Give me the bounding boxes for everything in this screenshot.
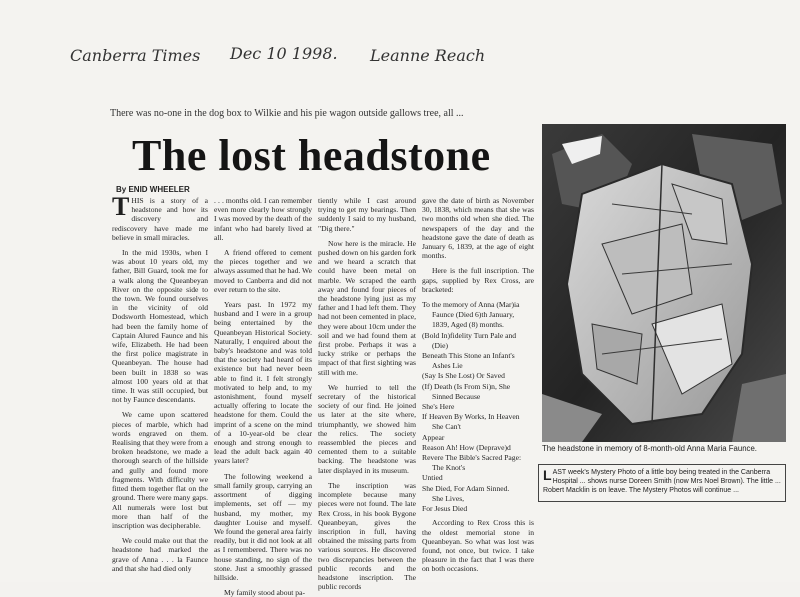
paragraph: We hurried to tell the secretary of the historical society of our find. He joined us later at the site where, triumphantly, we showed him the relics. The society reassembled the pieces and cemented them to a suitable backing. The headstone was later displayed in its museum.	[318, 382, 416, 475]
handwritten-annotation	[70, 44, 710, 74]
inscription-line: Reason Ah! How (Deprave)d	[422, 442, 511, 452]
inscription-line: She Lives,	[432, 493, 465, 503]
article-column-3	[318, 196, 416, 592]
inscription-line: Appear	[422, 432, 445, 442]
paragraph: HIS is a story of a headstone and how its discovery and rediscovery have made me believe in small miracles.	[112, 196, 208, 242]
mystery-photo-note	[538, 464, 786, 502]
inscription-line: If Heaven By Works, In Heaven	[422, 412, 520, 422]
inscription-line: She Died, For Adam Sinned.	[422, 483, 510, 493]
inscription-line: The Knot's	[432, 463, 466, 473]
paragraph: We could make out that the headstone had marked the grave of Anna . . . la Faunce and that she had died only	[112, 536, 208, 573]
inscription-line: 1839, Aged (8) months.	[432, 320, 504, 330]
inscription-line: For Jesus Died	[422, 504, 468, 514]
inscription-line: Sinned Because	[432, 391, 481, 401]
article-column-4	[422, 196, 534, 574]
paragraph: Years past. In 1972 my husband and I were in a group being entertained by the Queanbeyan Historical Society. Naturally, I enquired about the baby's headstone and was told that the society had heard of its existence but had never been able to find it. I felt strongly motivated to help and, to my astonishment, found myself actually offering to locate the headstone for them. Could the imprint of a scene on the mind of a 10-year-old be clear enough and strong enough to lead the adult back again 40 years later?	[214, 300, 312, 466]
paragraph: gave the date of birth as November 30, 1838, which means that she was two months old when she died. The newspapers of the day and the headstone gave the date of death as January 6, 1839, at the age of eight months.	[422, 196, 534, 261]
inscription-line: Beneath This Stone an Infant's	[422, 351, 515, 361]
paragraph: . . . months old. I can remember even more clearly how strongly I was moved by the death of the infant who had barely lived at all.	[214, 196, 312, 242]
inscription-block	[422, 300, 534, 513]
headstone-photo-graphic	[542, 124, 786, 442]
inscription-line: She Can't	[432, 422, 461, 432]
inscription-line: Revere The Bible's Sacred Page:	[422, 453, 522, 463]
article-byline: By ENID WHEELER	[116, 185, 190, 194]
handwritten-paper-name: Canberra Times	[70, 46, 201, 65]
article-column-1	[112, 192, 209, 573]
drop-cap: L	[543, 467, 552, 483]
paragraph: My family stood about pa-	[224, 588, 305, 597]
inscription-line: (If) Death (Is From Si)n, She	[422, 381, 511, 391]
paragraph: The following weekend a small family group, carrying an assortment of digging implements, set off — my husband, my mother, my daughter Louise and myself. We found the general area fairly readily, but it did not look at all as I remembered. There was no house standing, no sign of the stone. Just a smoothly grassed hillside.	[214, 471, 312, 582]
headstone-photo	[542, 124, 786, 442]
paragraph: Now here is the miracle. He pushed down on his garden fork and we heard a scratch that could have been metal on marble. We scraped the earth away and found four pieces of the headstone lying just as my father and I had left them. They had not been cemented in place, they were about 10cm under the soil and we had found them at first probe. Perhaps it was a lucky strike or perhaps the impact of that first sighting was still with me.	[318, 238, 416, 377]
mystery-photo-text: AST week's Mystery Photo of a little boy being treated in the Canberra Hospital ... shows nurse Doreen Smith (now Mrs Noel Brown). The little ... Robert Macklin is on leave. The Mystery Photos will continue ...	[543, 469, 781, 494]
paragraph: A friend offered to cement the pieces together and we always assumed that he had. We moved to Canberra and did not ever return to the site.	[214, 248, 312, 294]
inscription-line: She's Here	[422, 402, 455, 412]
paragraph: We came upon scattered pieces of marble, which had words engraved on them. Realising that they were from a broken headstone, we made a thorough search of the hillside and gully and found more fragments. With difficulty we fitted them together flat on the ground. There were many gaps. All numerals were lost but more than half of the inscription was decipherable.	[112, 410, 209, 530]
inscription-line: (Die)	[432, 340, 449, 350]
article-headline: The lost headstone	[132, 131, 491, 180]
paragraph: Here is the full inscription. The gaps, supplied by Rex Cross, are bracketed:	[422, 266, 534, 294]
inscription-line: Ashes Lie	[432, 361, 463, 371]
inscription-line: Faunce (Died 6)th January,	[432, 310, 515, 320]
paragraph: In the mid 1930s, when I was about 10 years old, my father, Bill Guard, took me for a walk along the Queanbeyan River on the opposite side to the town. We found ourselves in the vicinity of old Dodsworth Homestead, which had been the family home of Captain Alured Faunce and his wife, Elizabeth. He had been the first police magistrate in Queanbeyan. The house had been built in 1838 so was almost 100 years old at that time. It was still occupied, but not by Faunce descendants.	[112, 248, 208, 405]
paragraph: According to Rex Cross this is the oldest memorial stone in Queanbeyan. So what was lost was found, not once, but twice. I take pleasure in the fact that I was there on both occasions.	[422, 518, 534, 574]
inscription-line: (Say Is She Lost) Or Saved	[422, 371, 505, 381]
inscription-line: Untied	[422, 473, 443, 483]
drop-cap: T	[112, 192, 130, 221]
handwritten-section: Leanne Reach	[370, 46, 486, 65]
inscription-line: (Bold In)fidelity Turn Pale and	[422, 330, 517, 340]
handwritten-date: Dec 10 1998.	[230, 44, 338, 63]
newspaper-clipping	[104, 104, 788, 597]
photo-caption: The headstone in memory of 8-month-old Anna Maria Faunce.	[542, 444, 757, 453]
inscription-line: To the memory of Anna (Mar)ia	[422, 300, 520, 310]
paragraph: The inscription was incomplete because many pieces were not found. The late Rex Cross, in his book Bygone Queanbeyan, gives the inscription in full, having obtained the missing parts from various sources. He discovered two discrepancies between the public records and the headstone inscription. The public records	[318, 480, 416, 592]
top-cut-text: There was no-one in the dog box to Wilkie and his pie wagon outside gallows tree, all ...	[110, 108, 464, 119]
article-column-2	[214, 196, 312, 597]
paragraph: tiently while I cast around trying to get my bearings. Then suddenly I said to my husband, "Dig there."	[318, 196, 416, 233]
